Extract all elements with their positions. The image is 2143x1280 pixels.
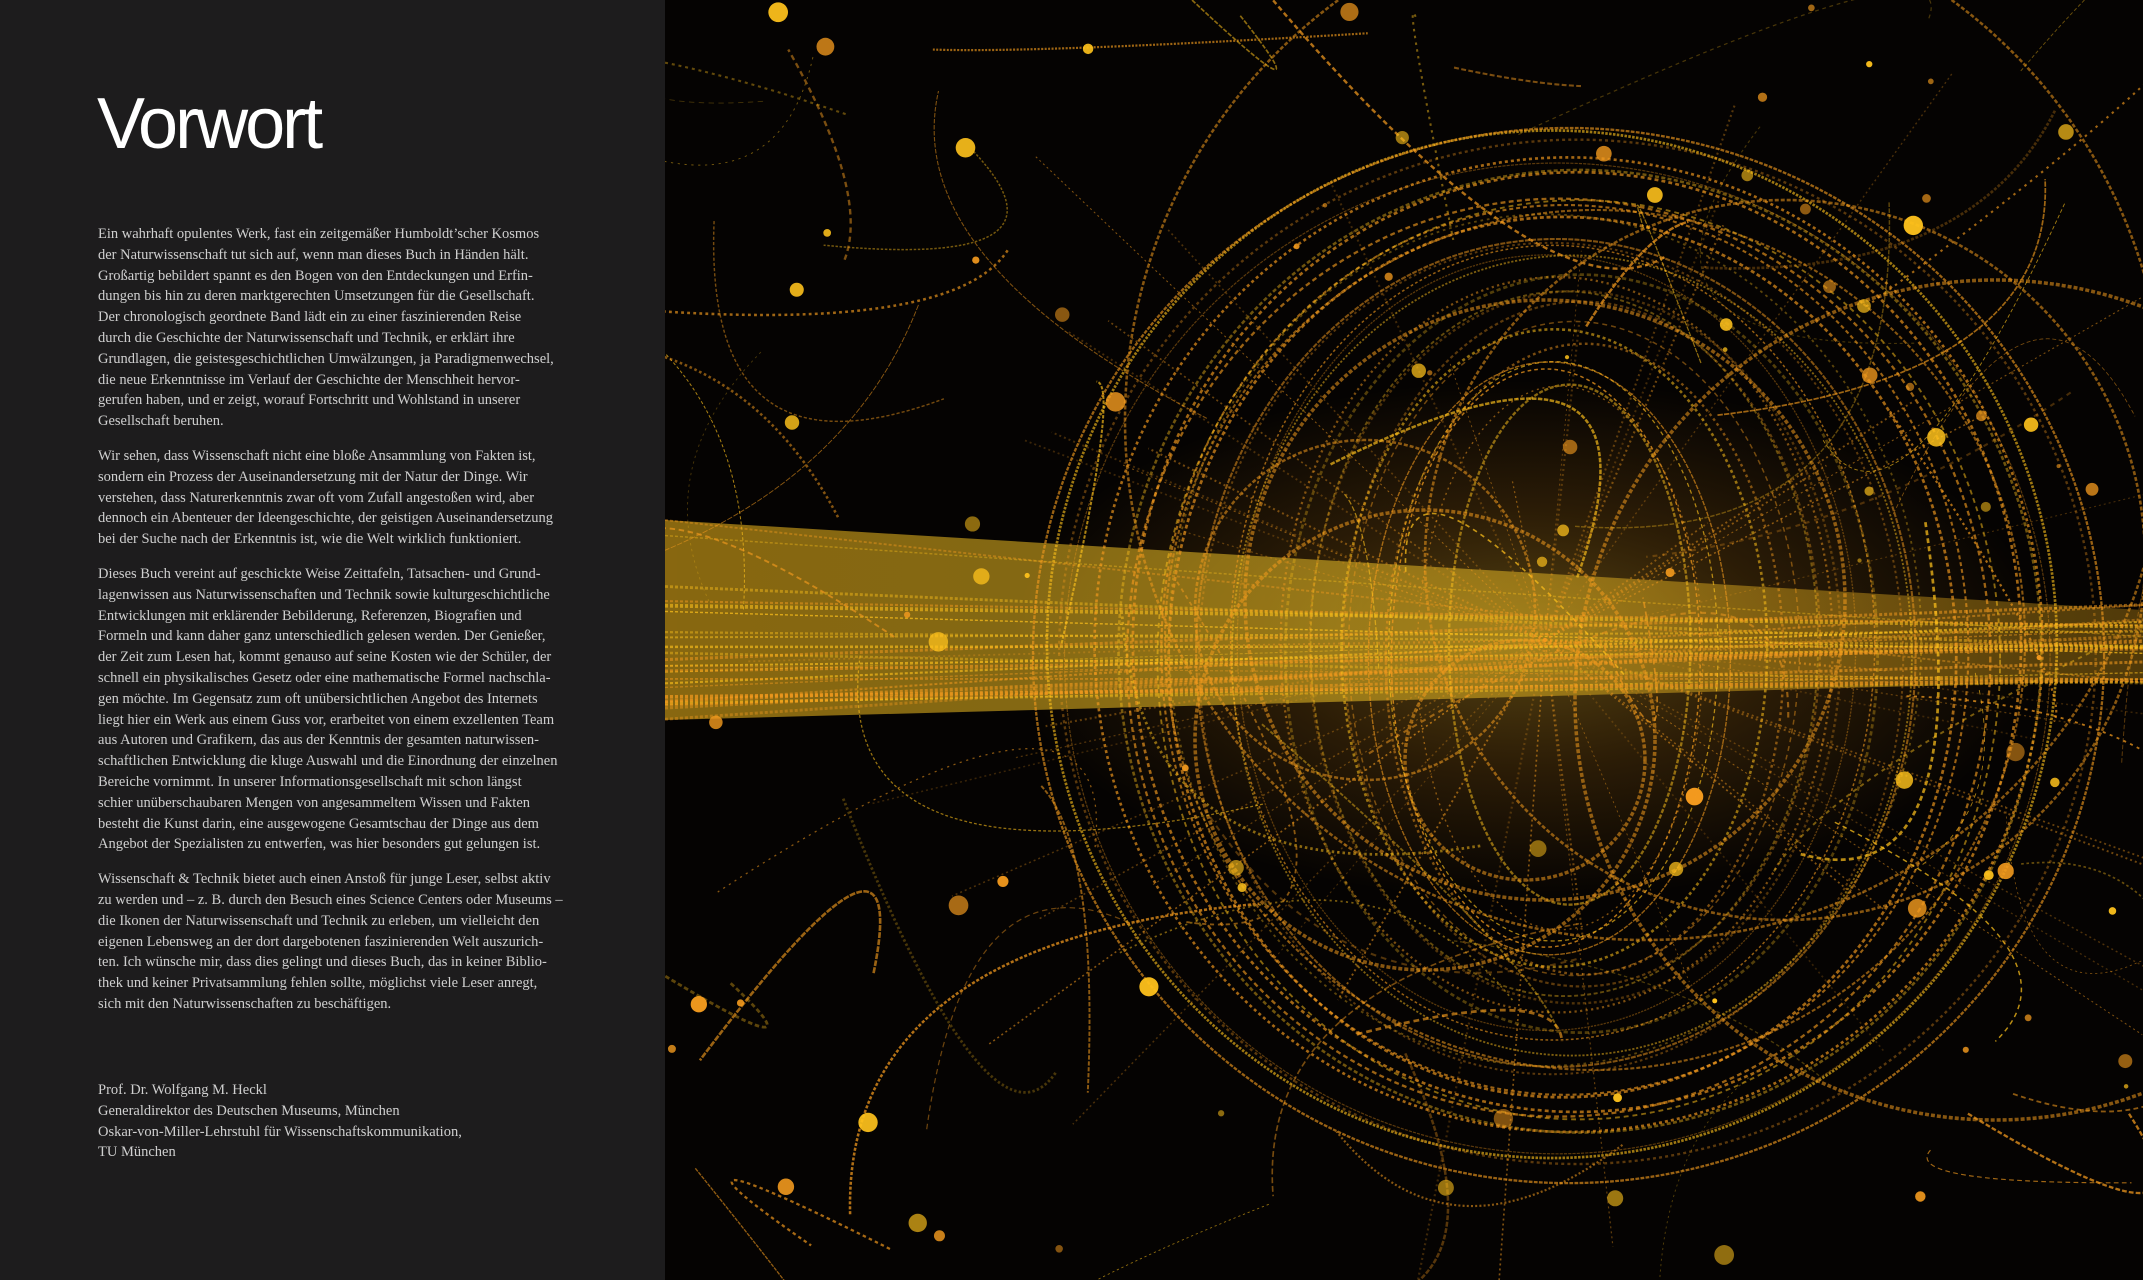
particle-track [1055, 307, 1069, 321]
text-line: schaftlichen Entwicklung die kluge Auswahl und die Einordnung der einzelnen [98, 753, 558, 770]
particle-track [1025, 573, 1030, 578]
text-line: Entwicklungen mit erklärender Bebilderung, Referenzen, Biografien und [98, 607, 522, 624]
particle-track [1720, 318, 1733, 331]
particle-track [691, 996, 707, 1012]
text-line: Bereiche vornimmt. In unserer Informationsgesellschaft mit schon längst [98, 773, 522, 790]
particle-track [1758, 93, 1767, 102]
particle-track [1613, 1093, 1622, 1102]
text-line: zu werden und – z. B. durch den Besuch eines Science Centers oder Museums – [98, 891, 563, 908]
particle-track [1800, 204, 1811, 215]
particle-track [1904, 216, 1923, 235]
paragraph-3 [98, 564, 603, 855]
paragraph-1 [98, 224, 603, 432]
particle-track [965, 516, 980, 531]
particle-track [1427, 370, 1432, 375]
particle-track [1323, 203, 1327, 207]
particle-track [1438, 1180, 1454, 1196]
text-line: ten. Ich wünsche mir, dass dies gelingt und dieses Buch, das in keiner Biblio- [98, 954, 547, 971]
particle-track [1647, 187, 1663, 203]
text-line: Grundlagen, die geistesgeschichtlichen Umwälzungen, ja Paradigmenwechsel, [98, 350, 554, 367]
particle-track [1866, 61, 1872, 67]
particle-track [2109, 907, 2117, 915]
particle-track [1896, 771, 1913, 788]
particle-track [1596, 146, 1612, 162]
particle-track [785, 415, 799, 429]
particle-track [1412, 363, 1426, 377]
particle-track [909, 1214, 927, 1232]
paragraph-2 [98, 446, 603, 550]
particle-track [1864, 486, 1873, 495]
particle-track [668, 1045, 676, 1053]
particle-track [2024, 418, 2038, 432]
particle-track [1238, 883, 1247, 892]
particle-track [858, 1113, 877, 1132]
particle-track [1862, 367, 1878, 383]
text-line: eigenen Lebensweg an der dort dargebotenen faszinierenden Welt auszurich- [98, 933, 544, 950]
particle-track [1714, 1245, 1734, 1265]
particle-track [1294, 243, 1300, 249]
text-line: bei der Suche nach der Erkenntnis ist, wie die Welt wirklich funktioniert. [98, 531, 522, 548]
particle-track [1922, 194, 1931, 203]
text-line: dungen bis hin zu deren marktgerechten Umsetzungen für die Gesellschaft. [98, 288, 535, 305]
particle-track [1494, 1109, 1513, 1128]
page-title: Vorwort [97, 84, 321, 164]
particle-track [1984, 870, 1994, 880]
particle-track [1530, 840, 1547, 857]
text-line: thek und keiner Privatsammlung fehlen sollte, möglichst viele Leser anregt, [98, 975, 538, 992]
particle-track [1823, 280, 1836, 293]
text-line: die Ikonen der Naturwissenschaft und Technik zu erleben, um vielleicht den [98, 912, 540, 929]
text-line: Wissenschaft & Technik bietet auch einen Anstoß für junge Leser, selbst aktiv [98, 871, 551, 888]
text-page [0, 0, 665, 1280]
text-line: Wir sehen, dass Wissenschaft nicht eine bloße Ansammlung von Fakten ist, [98, 447, 536, 464]
particle-track [816, 38, 834, 56]
particle-track [1915, 1191, 1925, 1201]
text-line: Angebot der Spezialisten zu entwerfen, was hier besonders gut gelungen ist. [98, 836, 541, 853]
particle-track [1857, 558, 1861, 562]
particle-track [1908, 899, 1927, 918]
text-line: dennoch ein Abenteuer der Ideengeschichte, der geistigen Auseinandersetzung [98, 510, 553, 527]
particle-track [1963, 1047, 1969, 1053]
particle-track [1537, 557, 1547, 567]
particle-track [1669, 862, 1683, 876]
particle-track [1666, 568, 1675, 577]
particle-track [823, 229, 831, 237]
particle-track [1927, 428, 1945, 446]
particle-track [768, 2, 788, 22]
particle-track [1557, 525, 1569, 537]
particle-track [934, 1230, 945, 1241]
text-line: der Zeit zum Lesen hat, kommt genauso auf seine Kosten wie der Schüler, der [98, 649, 552, 666]
text-line: Ein wahrhaft opulentes Werk, fast ein zeitgemäßer Humboldt’scher Kosmos [98, 226, 540, 242]
particle-track [1218, 1110, 1224, 1116]
text-line: Dieses Buch vereint auf geschickte Weise Zeittafeln, Tatsachen- und Grund- [98, 565, 541, 582]
text-line: Großartig bebildert spannt es den Bogen von den Entdeckungen und Erfin- [98, 267, 533, 284]
particle-track [1083, 44, 1093, 54]
particle-track [1182, 765, 1189, 772]
particle-track [956, 138, 976, 158]
particle-track [1396, 131, 1409, 144]
particle-track [1139, 977, 1158, 996]
particle-track [1563, 440, 1577, 454]
text-line: sich mit den Naturwissenschaften zu beschäftigen. [98, 995, 392, 1012]
particle-track [1106, 392, 1126, 412]
particle-track [2050, 778, 2060, 788]
particle-track [929, 632, 948, 651]
particle-tracks-image [665, 0, 2143, 1280]
particle-track [2118, 1054, 2132, 1068]
particle-track [1741, 170, 1753, 182]
text-line: besteht die Kunst darin, eine ausgewogene Gesamtschau der Dinge aus dem [98, 815, 539, 832]
signature-chair: Oskar-von-Miller-Lehrstuhl für Wissenschaftskommunikation, [98, 1123, 462, 1140]
signature-university: TU München [98, 1144, 176, 1161]
particle-track [2058, 124, 2074, 140]
text-line: schnell ein physikalisches Gesetz oder eine mathematische Formel nachschla- [98, 669, 551, 686]
particle-track [1055, 1245, 1063, 1253]
particle-track [949, 896, 969, 916]
particle-track [1857, 299, 1871, 313]
particle-track [972, 256, 979, 263]
particle-track [1808, 5, 1815, 12]
particle-track [2057, 464, 2061, 468]
text-line: sondern ein Prozess der Auseinandersetzung mit der Natur der Dinge. Wir [98, 468, 528, 485]
particle-track [2086, 483, 2099, 496]
particle-track [2025, 1014, 2032, 1021]
text-line: schier unüberschaubaren Mengen von angesammeltem Wissen und Fakten [98, 794, 531, 811]
foreword-body [98, 224, 603, 1029]
particle-track [1686, 788, 1704, 806]
particle-track [1723, 347, 1728, 352]
particle-track [1385, 273, 1393, 281]
particle-track [1981, 502, 1991, 512]
signature-name: Prof. Dr. Wolfgang M. Heckl [98, 1082, 267, 1098]
particle-track [997, 876, 1008, 887]
particle-track [1998, 863, 2014, 879]
particle-track [1906, 383, 1914, 391]
particle-track [778, 1179, 794, 1195]
particle-tracks-icon [665, 0, 2143, 1280]
particle-track [1565, 355, 1569, 359]
particle-track [1712, 998, 1717, 1003]
text-line: gerufen haben, und er zeigt, worauf Fortschritt und Wohlstand in unserer [98, 392, 521, 409]
paragraph-4 [98, 869, 603, 1015]
text-line: durch die Geschichte der Naturwissenschaft und Technik, er erklärt ihre [98, 329, 515, 346]
text-line: der Naturwissenschaft tut sich auf, wenn man dieses Buch in Händen hält. [98, 246, 529, 263]
particle-track [737, 999, 744, 1006]
signature-block [98, 1080, 603, 1163]
text-line: aus Autoren und Grafikern, das aus der Kenntnis der gesamten naturwissen- [98, 732, 539, 749]
particle-track [709, 716, 723, 730]
particle-track [973, 568, 989, 584]
text-line: Formeln und kann daher ganz unterschiedlich gelesen werden. Der Genießer, [98, 628, 546, 645]
text-line: lagenwissen aus Naturwissenschaften und Technik sowie kulturgeschichtliche [98, 586, 550, 603]
text-line: Der chronologisch geordnete Band lädt ein zu einer faszinierenden Reise [98, 309, 522, 326]
particle-track [1976, 411, 1987, 422]
particle-track [1228, 860, 1244, 876]
signature-title: Generaldirektor des Deutschen Museums, München [98, 1102, 400, 1119]
text-line: gen möchte. Im Gegensatz zum oft unübersichtlichen Angebot des Internets [98, 690, 538, 707]
particle-track [2037, 655, 2042, 660]
text-line: liegt hier ein Werk aus einem Guss vor, erarbeitet von einem exzellenten Team [98, 711, 555, 728]
particle-track [1607, 1190, 1623, 1206]
particle-track [2124, 1084, 2129, 1089]
text-line: verstehen, dass Naturerkenntnis zwar oft vom Zufall angestoßen wird, aber [98, 489, 535, 506]
text-line: Gesellschaft beruhen. [98, 413, 224, 430]
text-line: die neue Erkenntnisse im Verlauf der Geschichte der Menschheit hervor- [98, 371, 520, 388]
particle-track [2006, 743, 2024, 761]
particle-track [790, 283, 804, 297]
particle-track [1928, 78, 1934, 84]
particle-track [1340, 3, 1358, 21]
particle-track [904, 612, 910, 618]
